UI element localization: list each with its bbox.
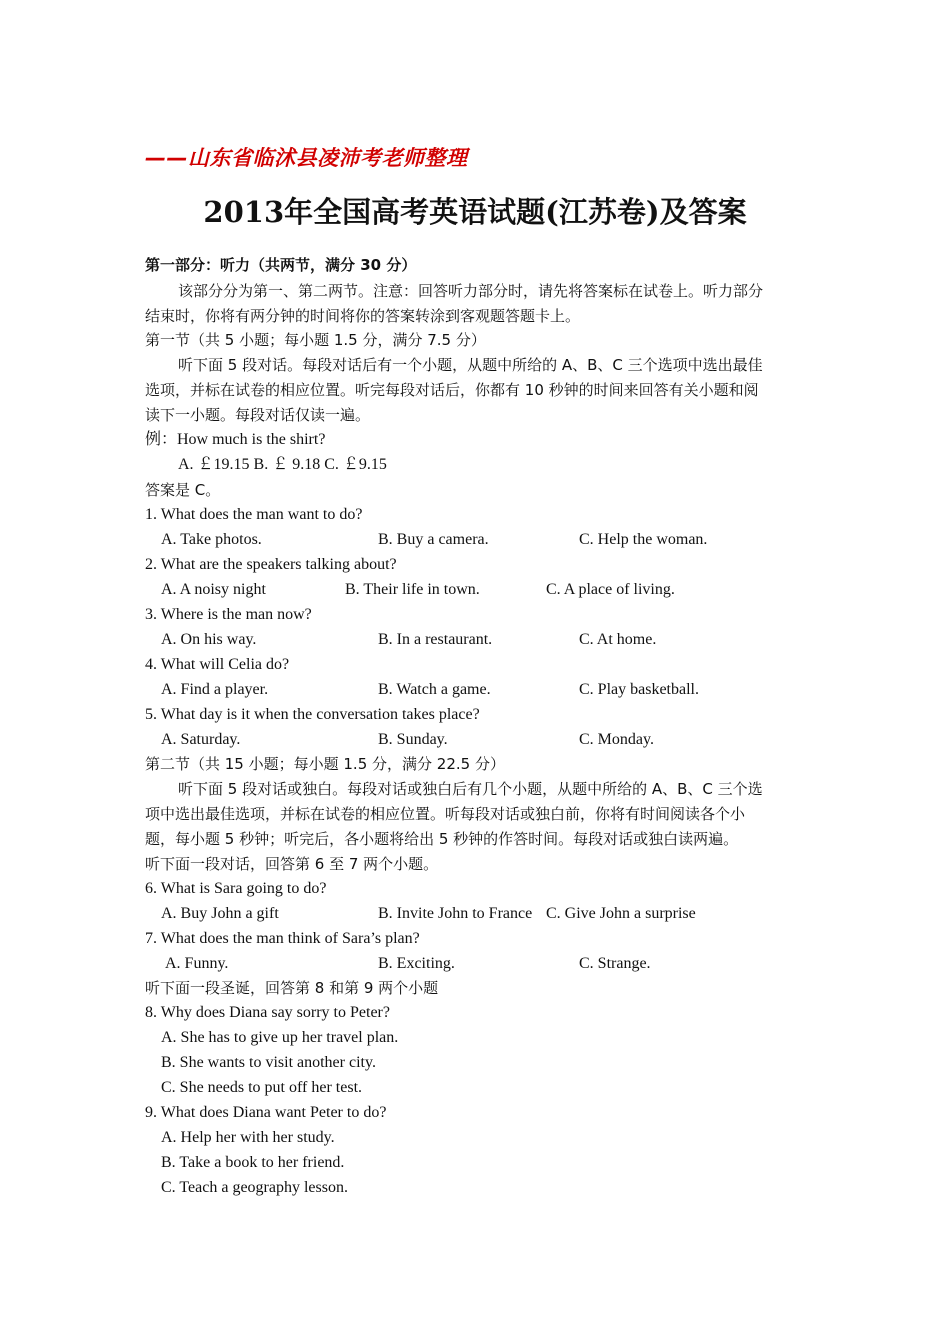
q6-option-c: C. Give John a surprise xyxy=(546,905,696,922)
q9-option-a: A. Help her with her study. xyxy=(161,1129,335,1146)
question-1: 1. What does the man want to do? xyxy=(145,506,363,523)
q1-option-c: C. Help the woman. xyxy=(579,531,708,548)
listening-instruction: 听下面一段对话，回答第 6 至 7 两个小题。 xyxy=(145,855,439,873)
question-2: 2. What are the speakers talking about? xyxy=(145,556,397,573)
section1-intro-line: 选项，并标在试卷的相应位置。听完每段对话后，你都有 10 秒钟的时间来回答有关小题和阅 xyxy=(145,381,759,399)
example-question: 例：How much is the shirt? xyxy=(145,431,326,448)
example-options: A. ￡19.15 B. ￡ 9.18 C. ￡9.15 xyxy=(178,456,387,473)
section1-intro-line: 读下一小题。每段对话仅读一遍。 xyxy=(145,406,371,424)
question-9: 9. What does Diana want Peter to do? xyxy=(145,1104,387,1121)
example-answer: 答案是 C。 xyxy=(145,481,221,499)
question-4: 4. What will Celia do? xyxy=(145,656,290,673)
listening-instruction: 听下面一段圣诞，回答第 8 和第 9 两个小题 xyxy=(145,979,439,997)
question-3: 3. Where is the man now? xyxy=(145,606,312,623)
q4-option-b: B. Watch a game. xyxy=(378,681,491,698)
q5-option-b: B. Sunday. xyxy=(378,731,448,748)
q3-option-a: A. On his way. xyxy=(161,631,257,648)
part1-heading: 第一部分：听力（共两节，满分 30 分） xyxy=(145,256,417,274)
q2-option-c: C. A place of living. xyxy=(546,581,675,598)
page-title: 2013年全国高考英语试题(江苏卷)及答案 xyxy=(203,195,747,229)
q8-option-c: C. She needs to put off her test. xyxy=(161,1079,363,1096)
question-8: 8. Why does Diana say sorry to Peter? xyxy=(145,1004,390,1021)
q5-option-a: A. Saturday. xyxy=(161,731,241,748)
q8-option-a: A. She has to give up her travel plan. xyxy=(161,1029,399,1046)
q1-option-b: B. Buy a camera. xyxy=(378,531,489,548)
section2-heading: 第二节（共 15 小题；每小题 1.5 分，满分 22.5 分） xyxy=(145,755,505,773)
q3-option-b: B. In a restaurant. xyxy=(378,631,493,648)
section2-intro-line: 题，每小题 5 秒钟；听完后，各小题将给出 5 秒钟的作答时间。每段对话或独白读两遍。 xyxy=(145,830,739,848)
q6-option-a: A. Buy John a gift xyxy=(161,905,279,922)
q5-option-c: C. Monday. xyxy=(579,731,654,748)
q3-option-c: C. At home. xyxy=(579,631,657,648)
section2-intro-line: 项中选出最佳选项，并标在试卷的相应位置。听每段对话或独白前，你将有时间阅读各个小 xyxy=(145,805,746,823)
q6-option-b: B. Invite John to France xyxy=(378,905,533,922)
q4-option-a: A. Find a player. xyxy=(161,681,269,698)
q7-option-a: A. Funny. xyxy=(165,955,229,972)
q8-option-b: B. She wants to visit another city. xyxy=(161,1054,376,1071)
question-7: 7. What does the man think of Sara’s plan? xyxy=(145,930,420,947)
q4-option-c: C. Play basketball. xyxy=(579,681,699,698)
part1-intro-line: 该部分分为第一、第二两节。注意：回答听力部分时，请先将答案标在试卷上。听力部分 xyxy=(178,282,764,300)
section1-heading: 第一节（共 5 小题；每小题 1.5 分，满分 7.5 分） xyxy=(145,331,486,349)
q9-option-b: B. Take a book to her friend. xyxy=(161,1154,345,1171)
section2-intro-line: 听下面 5 段对话或独白。每段对话或独白后有几个小题，从题中所给的 A、B、C 三个选 xyxy=(178,780,763,798)
question-5: 5. What day is it when the conversation takes place? xyxy=(145,706,480,723)
q7-option-c: C. Strange. xyxy=(579,955,651,972)
q9-option-c: C. Teach a geography lesson. xyxy=(161,1179,348,1196)
section1-intro-line: 听下面 5 段对话。每段对话后有一个小题，从题中所给的 A、B、C 三个选项中选出最佳 xyxy=(178,356,763,374)
q2-option-a: A. A noisy night xyxy=(161,581,266,598)
question-6: 6. What is Sara going to do? xyxy=(145,880,327,897)
q2-option-b: B. Their life in town. xyxy=(345,581,480,598)
part1-intro-line: 结束时，你将有两分钟的时间将你的答案转涂到客观题答题卡上。 xyxy=(145,307,581,325)
author-byline: ——山东省临沭县凌沛考老师整理 xyxy=(145,146,468,170)
q7-option-b: B. Exciting. xyxy=(378,955,455,972)
q1-option-a: A. Take photos. xyxy=(161,531,262,548)
